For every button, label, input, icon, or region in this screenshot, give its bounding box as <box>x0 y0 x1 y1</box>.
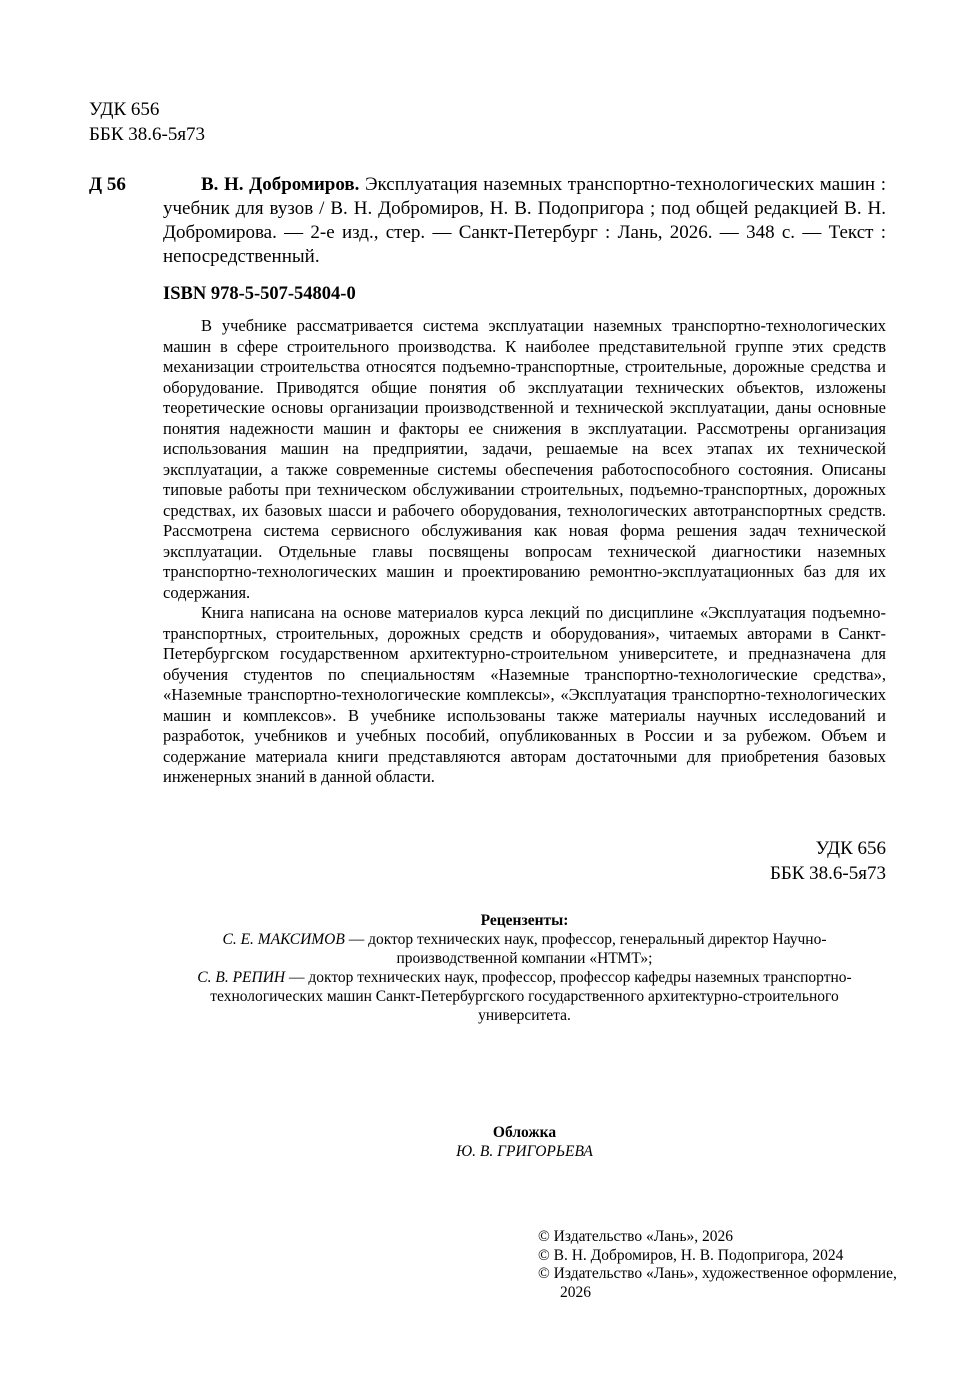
copyright-line: © В. Н. Добромиров, Н. В. Подопригора, 2024 <box>538 1246 844 1264</box>
reviewer-name: С. В. РЕПИН <box>197 969 286 986</box>
reviewers-heading: Рецензенты: <box>480 912 569 929</box>
bibliographic-description <box>163 173 886 269</box>
annotation <box>163 316 886 788</box>
author-name: В. Н. Добромиров. <box>201 174 360 195</box>
copyright-block <box>538 1228 898 1302</box>
reviewer-details: — доктор технических наук, профессор, профессор кафедры наземных транспортно-технологических машин Санкт-Петербургского государственного архитектурно-строительного университета. <box>210 969 852 1024</box>
classification-codes-top <box>89 97 205 147</box>
annotation-paragraph: Книга написана на основе материалов курса лекций по дисциплине «Эксплуатация подъемно-транспортных, строительных, дорожных средств и оборудования», читаемых авторами в Санкт-Петербургском государственном архитектурно-строительном университете, и предназначена для обучения студентов по специальностям «Наземные транспортно-технологические средства», «Наземные транспортно-технологические комплексы», «Эксплуатация транспортно-технологических машин и комплексов». В учебнике использованы также материалы научных исследований и разработок, учебников и учебных пособий, опубликованных в России и за рубежом. Объем и содержание материала книги представляются авторам достаточными для приобретения базовых инженерных знаний в данной области. <box>163 603 886 786</box>
author-cipher: Д 56 <box>89 174 126 195</box>
reviewer-entry <box>163 968 886 1025</box>
copyright-line: © Издательство «Лань», художественное оформление, 2026 <box>538 1265 897 1301</box>
cover-artist: Ю. В. ГРИГОРЬЕВА <box>456 1143 593 1160</box>
annotation-paragraph: В учебнике рассматривается система эксплуатации наземных транспортно-технологических машин в сфере строительного производства. К наиболее представительной группе этих средств механизации строительства относятся подъемно-транспортные, строительные, дорожные средства и оборудование. Приводятся общие понятия об эксплуатации технических объектов, изложены теоретические основы организации производственной и технической эксплуатации, даны основные понятия надежности машин и факторы ее снижения в эксплуатации. Рассмотрены организация использования машин на предприятии, задачи, решаемые на всех этапах их технической эксплуатации, а также современные системы обеспечения работоспособного состояния. Описаны типовые работы при техническом обслуживании строительных, подъемно-транспортных, дорожных средствах, их базовых шасси и рабочего оборудования, технологических автотранспортных средств. Рассмотрена система сервисного обслуживания как новая форма решения задач технической эксплуатации. Отдельные главы посвящены вопросам технической диагностики наземных транспортно-технологических машин и проектированию ремонтно-эксплуатационных баз для их содержания. <box>163 316 886 602</box>
isbn: ISBN 978-5-507-54804-0 <box>163 284 356 304</box>
cover-heading: Обложка <box>492 1124 557 1141</box>
classification-codes-bottom <box>686 836 886 886</box>
cover-credit <box>163 1123 886 1161</box>
udk-code: УДК 656 <box>89 99 160 120</box>
udk-code: УДК 656 <box>815 838 886 859</box>
reviewer-details: — доктор технических наук, профессор, генеральный директор Научно-производственной компании «НТМТ»; <box>344 931 827 967</box>
bbk-code: ББК 38.6-5я73 <box>89 124 206 145</box>
description-text: Эксплуатация наземных транспортно-технологических машин : учебник для вузов / В. Н. Добромиров, Н. В. Подопригора ; под общей редакцией В. Н. Добромирова. — 2-е изд., стер. — Санкт-Петербург : Лань, 2026. — 348 с. — Текст : непосредственный. <box>163 174 886 267</box>
bbk-code: ББК 38.6-5я73 <box>769 863 886 884</box>
reviewers-block <box>163 911 886 1025</box>
reviewer-name: С. Е. МАКСИМОВ <box>222 931 345 948</box>
reviewer-entry <box>163 930 886 968</box>
copyright-line: © Издательство «Лань», 2026 <box>538 1228 734 1245</box>
